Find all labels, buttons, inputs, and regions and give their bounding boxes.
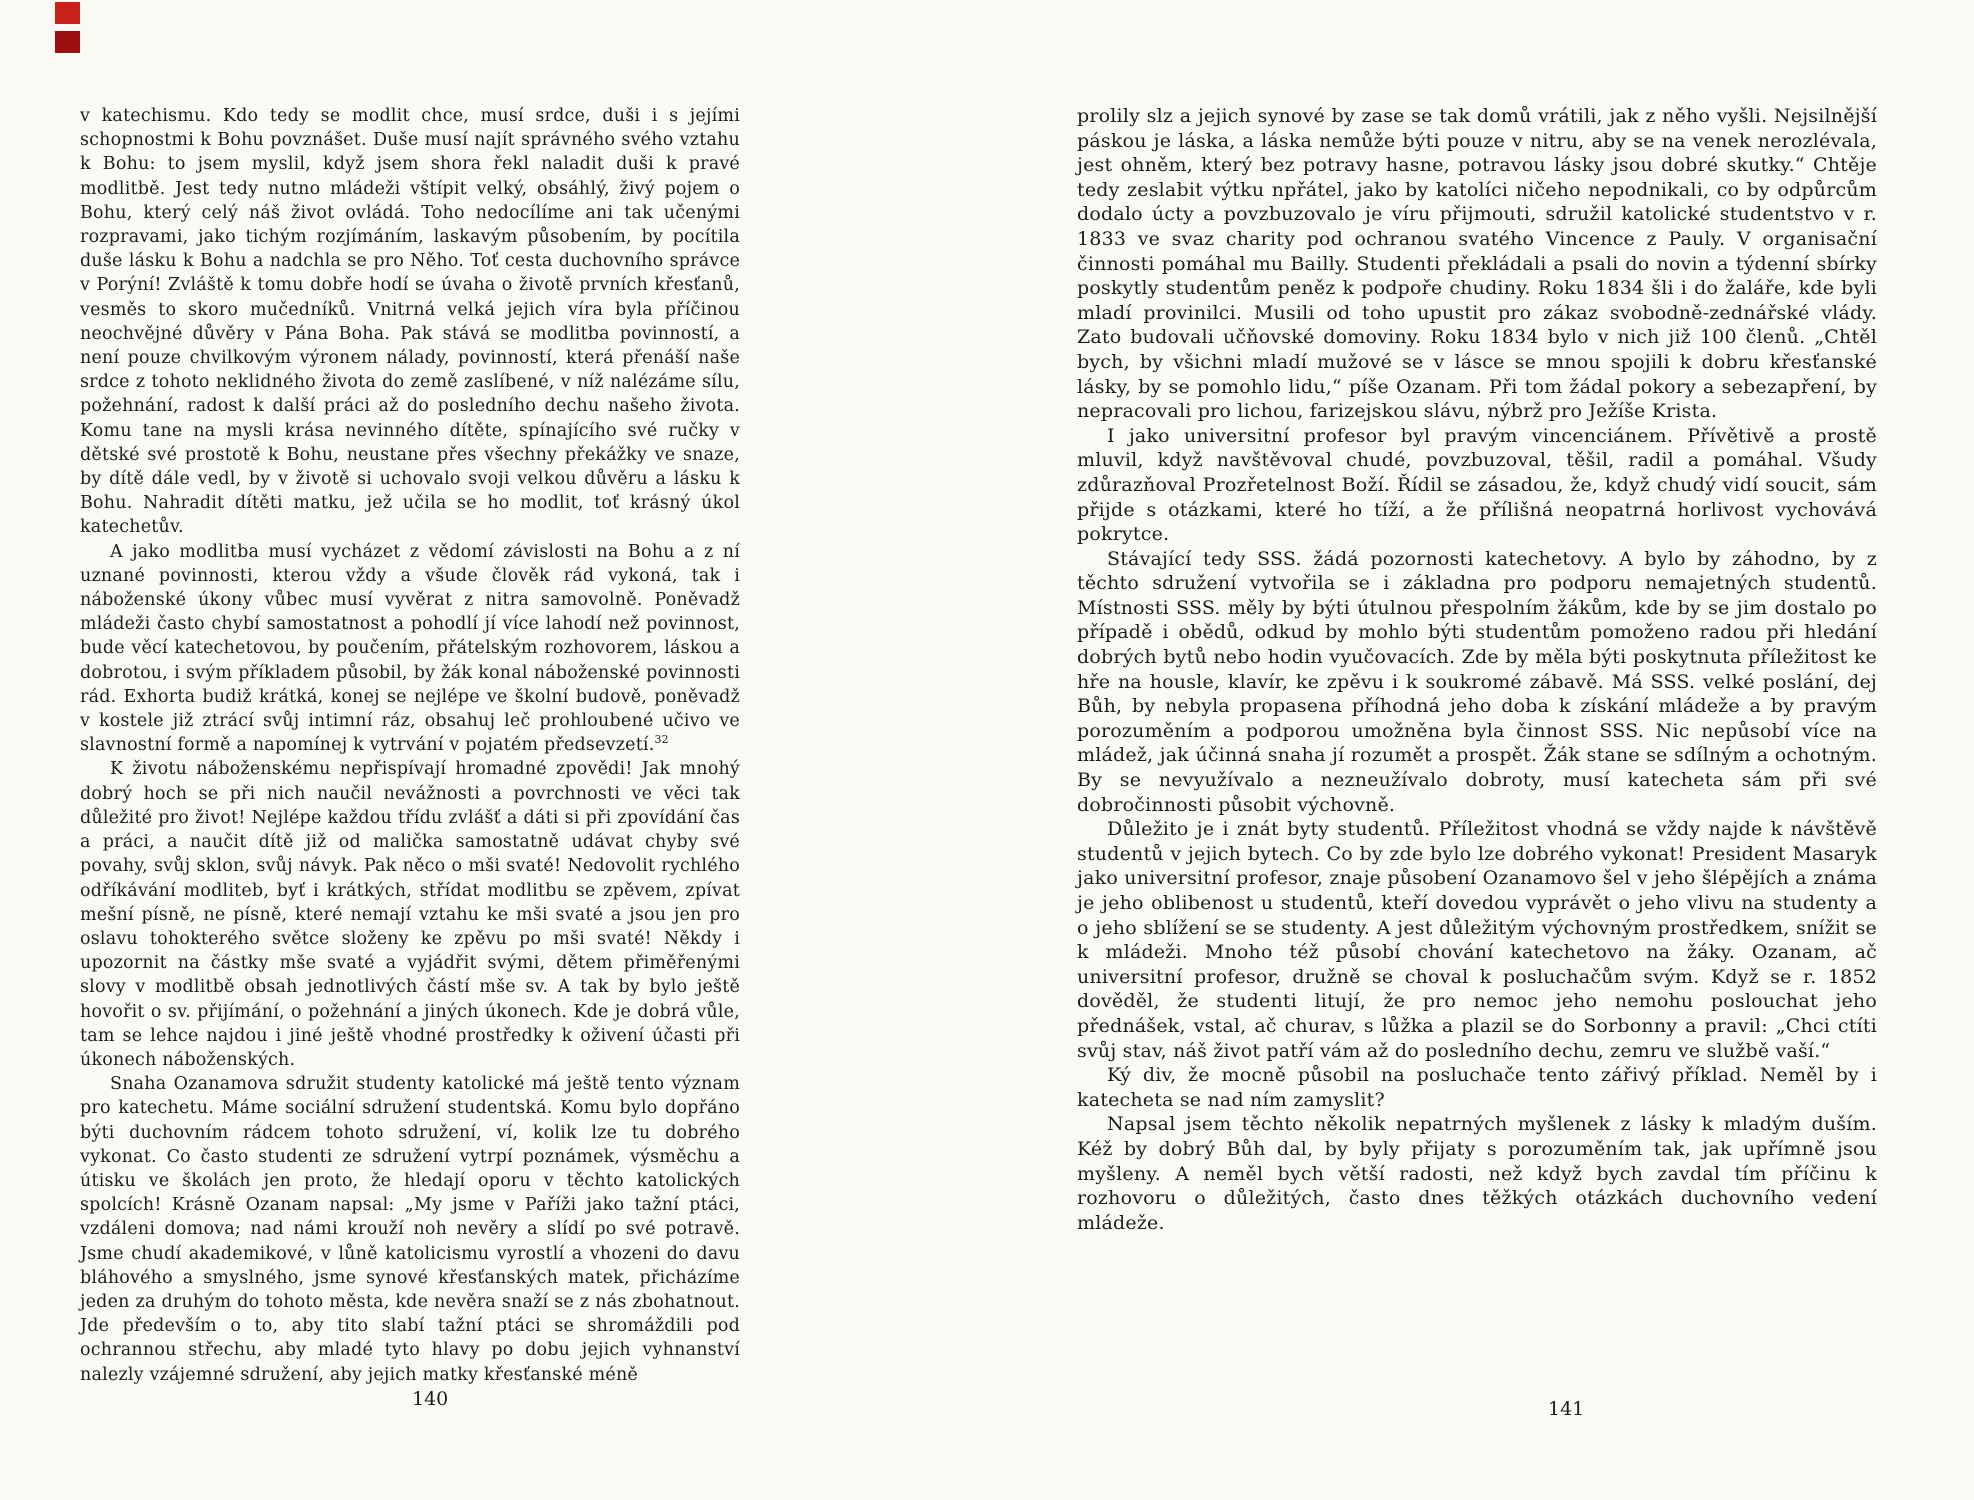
paragraph: Ký div, že mocně působil na posluchače tento zářivý příklad. Neměl by i katecheta se nad ním zamyslit? bbox=[1077, 1064, 1877, 1111]
paragraph: K životu náboženskému nepřispívají hromadné zpovědi! Jak mnohý dobrý hoch se při nich naučil nevážnosti a povrchnosti ve věci tak důležité pro život! Nejlépe každou třídu zvlášť a dáti si při zpovídání čas a práci, a naučit dítě již od malička samostatně udávat chyby své povahy, svůj sklon, svůj návyk. Pak něco o mši svaté! Nedovolit rychlého odříkávání modliteb, byť i krátkých, střídat modlitbu se zpěvem, zpívat mešní písně, ne písně, které nemají vztahu ke mši svaté a jsou jen pro oslavu tohokterého světce složeny ke zpěvu po mši svaté! Někdy i upozornit na částky mše svaté a vyjádřit svými, dětem přiměřenými slovy v modlitbě obsah jednotlivých částí mše sv. A tak by bylo ještě hovořit o sv. přijímání, o požehnání a jiných úkonech. Kde je dobrá vůle, tam se lehce najdou i jiné ještě vhodné prostředky k oživení účasti při úkonech náboženských. bbox=[80, 759, 740, 1070]
footnote-ref: 32 bbox=[654, 733, 669, 747]
red-scan-mark-bottom bbox=[55, 31, 80, 53]
paragraph: Snaha Ozanamova sdružit studenty katolické má ještě tento význam pro katechetu. Máme sociální sdružení studentská. Komu bylo dopřáno býti duchovním rádcem tohoto sdružení, ví, kolik lze tu dobrého vykonat. Co často studenti ze sdružení vytrpí poznámek, výsměchu a útisku ve školách jen proto, že hledají oporu v těchto katolických spolcích! Krásně Ozanam napsal: „My jsme v Paříži jako tažní ptáci, vzdáleni domova; nad námi krouží noh nevěry a slídí po své potravě. Jsme chudí akademikové, v lůně katolicismu vyrostlí a vhozeni do davu bláhového a smyslného, jsme synové křesťanských matek, přicházíme jeden za druhým do tohoto města, kde nevěra snaží se z nás zbohatnout. Jde především o to, aby tito slabí tažní ptáci se shromáždili pod ochrannou střechu, aby mladé tyto hlavy po dobu jejich vyhnanství nalezly vzájemné sdružení, aby jejich matky křesťanské méně bbox=[80, 1074, 740, 1385]
red-scan-mark-top bbox=[55, 2, 80, 24]
paragraph: Napsal jsem těchto několik nepatrných myšlenek z lásky k mladým duším. Kéž by dobrý Bůh dal, by byly přijaty s porozuměním tak, jak upřímně jsou myšleny. A neměl bych větší radosti, než když bych zavdal tím příčinu k rozhovoru o důležitých, často dnes těžkých otázkách duchovního vedení mládeže. bbox=[1077, 1113, 1877, 1234]
left-page bbox=[80, 104, 740, 1387]
right-page bbox=[1077, 104, 1877, 1235]
paragraph: Stávající tedy SSS. žádá pozornosti katechetovy. A bylo by záhodno, by z těchto sdružení vytvořila se i základna pro podporu nemajetných studentů. Místnosti SSS. měly by býti útulnou přespolním žákům, kde by se jim dostalo po případě i obědů, odkud by mohlo býti studentům pomoženo radou při hledání dobrých bytů nebo hodin vyučovacích. Zde by měla býti poskytnuta příležitost ke hře na housle, klavír, ke zpěvu i k soukromé zábavě. Má SSS. velké poslání, dej Bůh, by nebyla propasena příhodná jeho doba k získání mládeže a by pravým porozuměním a podporou umožněna byla činnost SSS. Nic nepůsobí více na mládež, jak účinná snaha jí rozumět a prospět. Žák stane se sdílným a ochotným. By se nevyužívalo a nezneužívalo dobroty, musí katecheta sám při své dobročinnosti působit výchovně. bbox=[1077, 547, 1877, 816]
paragraph-text: A jako modlitba musí vycházet z vědomí závislosti na Bohu a z ní uznané povinnosti, kterou vždy a všude člověk rád vykoná, tak i náboženské úkony vůbec musí vyvěrat z nitra samovolně. Poněvadž mládeži často chybí samostatnost a pohodlí jí více lahodí než povinnost, bude věcí katechetovou, by poučením, přátelským rozhovorem, láskou a dobrotou, i svým příkladem působil, by žák konal náboženské povinnosti rád. Exhorta budiž krátká, konej se nejlépe ve školní budově, poněvadž v kostele již ztrácí svůj intimní ráz, obsahuj leč prohloubené učivo ve slavnostní formě a napomínej k vytrvání v pojatém předsevzetí. bbox=[80, 541, 740, 756]
paragraph bbox=[80, 540, 740, 758]
page-number-left: 140 bbox=[412, 1388, 449, 1410]
paragraph: prolily slz a jejich synové by zase se tak domů vrátili, jak z něho vyšli. Nejsilnější páskou je láska, a láska nemůže býti pouze v nitru, aby se na venek nerozlévala, jest ohněm, který bez potravy hasne, potravou lásky jsou dobré skutky.“ Chtěje tedy zeslabit výtku npřátel, jako by katolíci ničeho nepodnikali, co by odpůrcům dodalo úcty a povzbuzovalo je víru přijmouti, sdružil katolické studentstvo v r. 1833 ve svaz charity pod ochranou svatého Vincence z Pauly. V organisační činnosti pomáhal mu Bailly. Studenti překládali a psali do novin a týdenní sbírky poskytly studentům peněz k podpoře chudiny. Roku 1834 šli i do žaláře, kde byli mladí provinilci. Musili od toho upustit pro zákaz svobodně-zednářské vlády. Zato budovali učňovské domoviny. Roku 1834 bylo v nich již 100 členů. „Chtěl bych, by všichni mladí mužové se v lásce se mnou spojili k dobru křesťanské lásky, by se pomohlo lidu,“ píše Ozanam. Při tom žádal pokory a sebezapření, by nepracovali pro lichou, farizejskou slávu, nýbrž pro Ježíše Krista. bbox=[1077, 105, 1877, 423]
paragraph: I jako universitní profesor byl pravým vincenciánem. Přívětivě a prostě mluvil, když navštěvoval chudé, povzbuzoval, těšil, radil a pomáhal. Všudy zdůrazňoval Prozřetelnost Boží. Řídil se zásadou, že, když chudý vidí soucit, sám přijde s otázkami, které ho tíží, a že přílišná neopatrná horlivost vychovává pokrytce. bbox=[1077, 424, 1877, 546]
page-number-right: 141 bbox=[1548, 1398, 1585, 1420]
paragraph: v katechismu. Kdo tedy se modlit chce, musí srdce, duši i s jejími schopnostmi k Bohu povznášet. Duše musí najít správného svého vztahu k Bohu: to jsem myslil, když jsem shora řekl naladit duši k pravé modlitbě. Jest tedy nutno mládeži vštípit velký, obsáhlý, živý pojem o Bohu, který celý náš život ovládá. Toho nedocílíme ani tak učenými rozpravami, jako tichým rozjímáním, laskavým působením, by pocítila duše lásku k Bohu a nadchla se pro Něho. Toť cesta duchovního správce v Porýní! Zvláště k tomu dobře hodí se úvaha o životě prvních křesťanů, vesměs to skoro mučedníků. Vnitrná velká jejich víra byla příčinou neochvějné důvěry v Pána Boha. Pak stává se modlitba povinností, a není pouze chvilkovým výronem nálady, povinností, která přenáší naše srdce z tohoto neklidného života do země zaslíbené, v níž nalézáme sílu, požehnání, radost k další práci až do posledního dechu našeho života. Komu tane na mysli krása nevinného dítěte, spínajícího své ručky v dětské své prostotě k Bohu, neustane přes všechny překážky ve snaze, by dítě dále vedl, by v životě si uchovalo svoji velkou důvěru a lásku k Bohu. Nahradit dítěti matku, jež učila se ho modlit, toť krásný úkol katechetův. bbox=[80, 106, 740, 538]
paragraph: Důležito je i znát byty studentů. Příležitost vhodná se vždy najde k návštěvě studentů v jejich bytech. Co by zde bylo lze dobrého vykonat! President Masaryk jako universitní profesor, znaje působení Ozanamovo šel v jeho šlépějích a známa je jeho oblibenost u studentů, kteří dovedou vyprávět o jeho vlivu na studenty a o jeho sblížení se se studenty. A jest důležitým výchovným prostředkem, snížit se k mládeži. Mnoho též působí chování katechetovo na žáky. Ozanam, ač universitní profesor, družně se choval k posluchačům svým. Když se r. 1852 dověděl, že studenti litují, že pro nemoc jeho nemohu poslouchat jeho přednášek, vstal, ač churav, s lůžka a plazil se do Sorbonny a pravil: „Chci ctíti svůj stav, náš život patří vám až do posledního dechu, zemru ve službě vaší.“ bbox=[1077, 818, 1877, 1062]
